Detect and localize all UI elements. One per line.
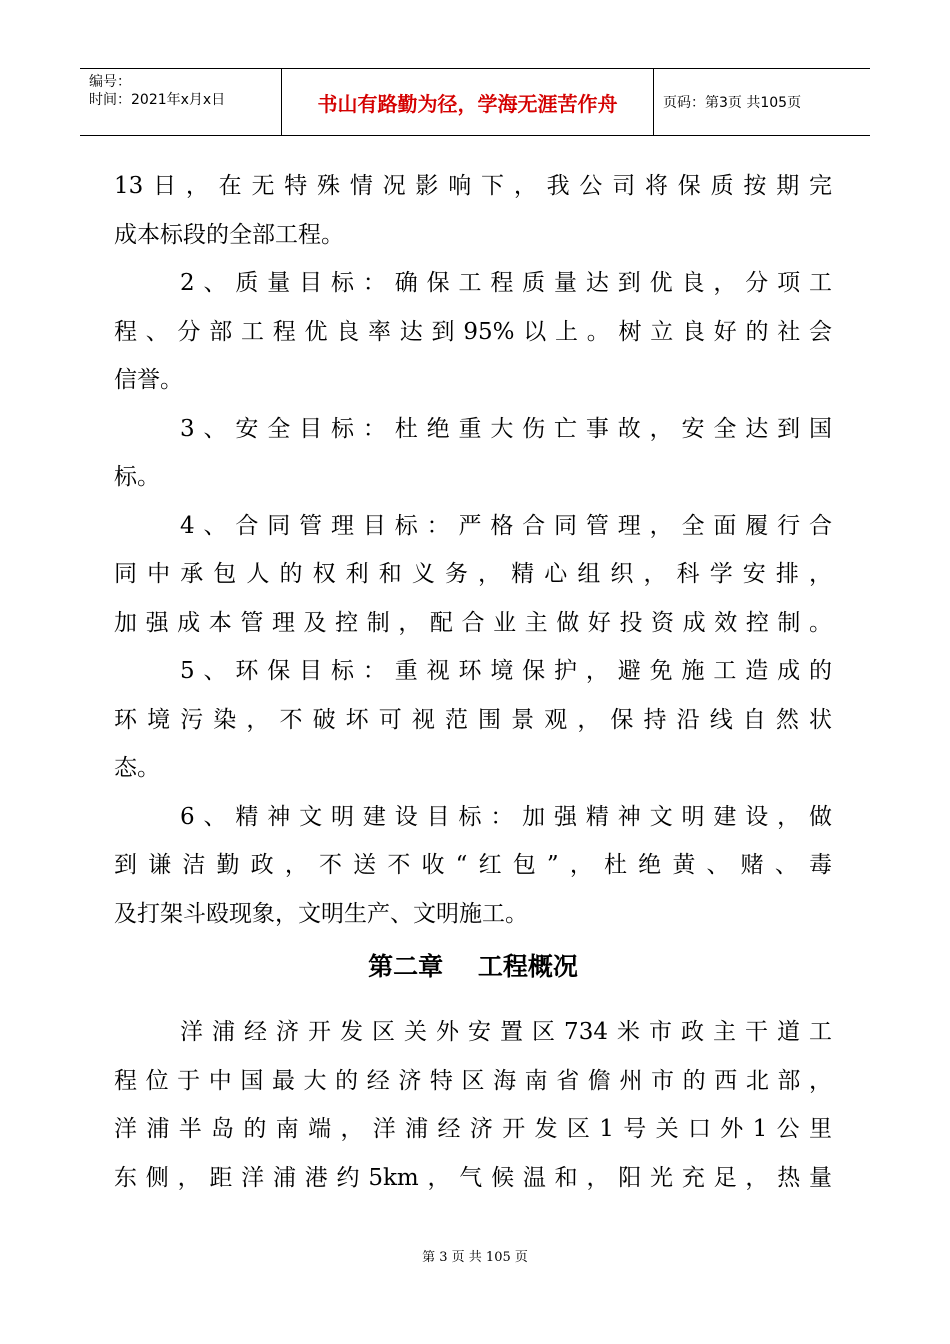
page-header	[80, 68, 870, 136]
chapter-body-line: 洋浦经济开发区关外安置区734米市政主干道工	[180, 1019, 832, 1045]
body-line: 及打架斗殴现象，文明生产、文明施工。	[114, 900, 528, 927]
body-line: 标。	[114, 464, 160, 490]
document-number-label: 编号：	[89, 74, 131, 90]
body-line: 3、安全目标：杜绝重大伤亡事故，安全达到国	[180, 415, 832, 442]
body-line: 加强成本管理及控制，配合业主做好投资成效控制。	[114, 609, 832, 636]
body-line: 4、合同管理目标：严格合同管理，全面履行合	[180, 512, 832, 539]
header-page-info: 页码：第3页 共105页	[663, 95, 802, 111]
body-line: 13日，在无特殊情况影响下，我公司将保质按期完	[114, 173, 832, 199]
body-line: 态。	[114, 755, 160, 781]
header-meta	[80, 69, 282, 135]
document-time-label: 时间：2021年x月x日	[89, 92, 226, 108]
chapter-body-line: 东侧，距洋浦港约5km，气候温和，阳光充足，热量	[114, 1164, 832, 1191]
body-line: 信誉。	[114, 367, 183, 393]
body-line: 成本标段的全部工程。	[114, 221, 344, 248]
body-line: 2、质量目标：确保工程质量达到优良，分项工	[180, 270, 832, 296]
chapter-body-line: 洋浦半岛的南端，洋浦经济开发区1号关口外1公里	[114, 1116, 832, 1142]
body-line: 环境污染，不破坏可视范围景观，保持沿线自然状	[114, 706, 832, 733]
chapter-heading: 第二章 工程概况	[368, 952, 578, 981]
page-footer: 第 3 页 共 105 页	[422, 1250, 528, 1265]
body-line: 程、分部工程优良率达到95%以上。树立良好的社会	[114, 318, 832, 345]
chapter-body-line: 程位于中国最大的经济特区海南省儋州市的西北部，	[114, 1067, 832, 1094]
header-motto: 书山有路勤为径，学海无涯苦作舟	[282, 69, 654, 135]
body-line: 同中承包人的权利和义务，精心组织，科学安排，	[114, 561, 832, 587]
body-line: 5、环保目标：重视环境保护，避免施工造成的	[180, 658, 832, 684]
body-line: 到谦洁勤政，不送不收“红包”，杜绝黄、赌、毒	[114, 852, 832, 878]
body-line: 6、精神文明建设目标：加强精神文明建设，做	[180, 803, 832, 830]
document-body	[114, 162, 832, 1202]
